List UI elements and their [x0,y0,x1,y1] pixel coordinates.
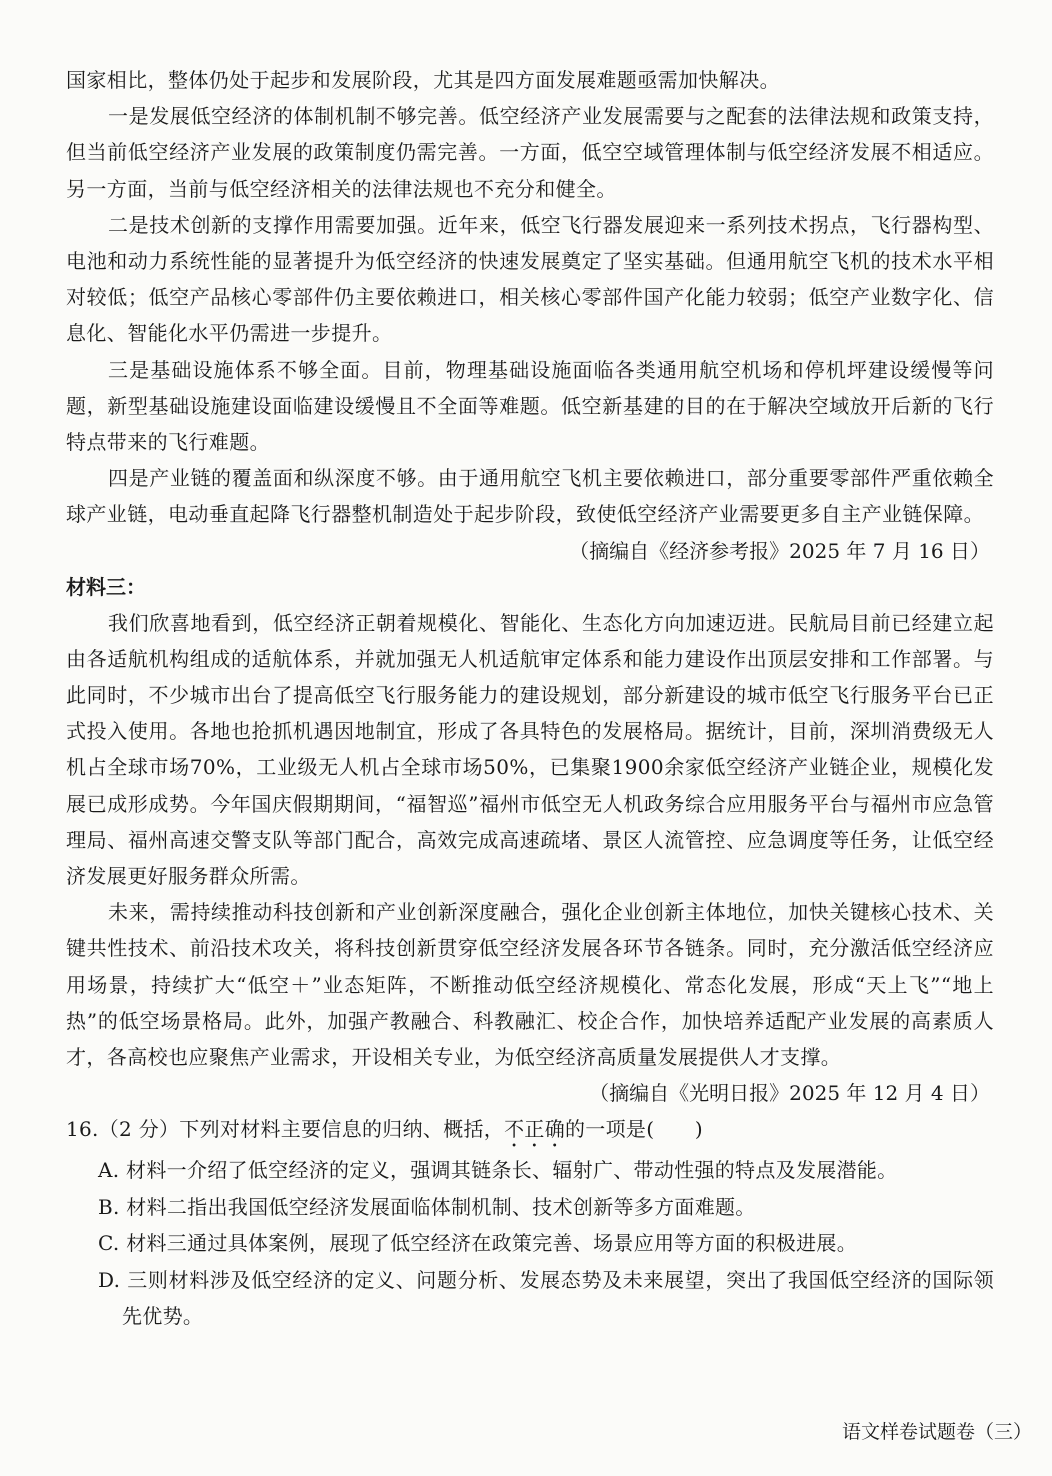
paragraph: 我们欣喜地看到，低空经济正朝着规模化、智能化、生态化方向加速迈进。民航局目前已经建立起由各适航机构组成的适航体系，并就加强无人机适航审定体系和能力建设作出顶层安排和工作部署。与此同时，不少城市出台了提高低空飞行服务能力的建设规划，部分新建设的城市低空飞行服务平台已正式投入使用。各地也抢抓机遇因地制宜，形成了各具特色的发展格局。据统计，目前，深圳消费级无人机占全球市场70%，工业级无人机占全球市场50%，已集聚1900余家低空经济产业链企业，规模化发展已成形成势。今年国庆假期期间，“福智巡”福州市低空无人机政务综合应用服务平台与福州市应急管理局、福州高速交警支队等部门配合，高效完成高速疏堵、景区人流管控、应急调度等任务，让低空经济发展更好服务群众所需。 [66,610,994,889]
paragraph: 四是产业链的覆盖面和纵深度不够。由于通用航空飞机主要依赖进口，部分重要零部件严重依赖全球产业链，电动垂直起降飞行器整机制造处于起步阶段，致使低空经济产业需要更多自主产业链保障。 [66,466,994,527]
paragraph: 未来，需持续推动科技创新和产业创新深度融合，强化企业创新主体地位，加快关键核心技术、关键共性技术、前沿技术攻关，将科技创新贯穿低空经济发展各环节各链条。同时，充分激活低空经济应用场景，持续扩大“低空＋”业态矩阵，不断推动低空经济规模化、常态化发展，形成“天上飞”“地上热”的低空场景格局。此外，加强产教融合、科教融汇、校企合作，加快培养适配产业发展的高素质人才，各高校也应聚焦产业需求，开设相关专业，为低空经济高质量发展提供人才支撑。 [66,900,994,1070]
option-b[interactable]: B. 材料二指出我国低空经济发展面临体制机制、技术创新等多方面难题。 [98,1194,756,1219]
paragraph: 一是发展低空经济的体制机制不够完善。低空经济产业发展需要与之配套的法律法规和政策支持，但当前低空经济产业发展的政策制度仍需完善。一方面，低空空域管理体制与低空经济发展不相适应。另一方面，当前与低空经济相关的法律法规也不充分和健全。 [66,104,994,201]
section-heading: 材料三： [66,574,146,599]
answer-options [98,1152,994,1335]
page-footer: 语文样卷试题卷（三） [841,1421,1032,1443]
paragraph: 三是基础设施体系不够全面。目前，物理基础设施面临各类通用航空机场和停机坪建设缓慢等问题，新型基础设施建设面临建设缓慢且不全面等难题。低空新基建的目的在于解决空域放开后新的飞行特点带来的飞行难题。 [66,357,994,455]
question-prefix: 16.（2 分）下列对材料主要信息的归纳、概括， [66,1117,505,1142]
question-emphasis: 不正确 [504,1117,565,1142]
source-citation: （摘编自《经济参考报》2025 年 7 月 16 日） [569,538,990,563]
option-c[interactable]: C. 材料三通过具体案例，展现了低空经济在政策完善、场景应用等方面的积极进展。 [98,1231,858,1256]
option-a[interactable]: A. 材料一介绍了低空经济的定义，强调其链条长、辐射广、带动性强的特点及发展潜能。 [98,1158,898,1183]
paragraph: 国家相比，整体仍处于起步和发展阶段，尤其是四方面发展难题亟需加快解决。 [66,68,780,92]
paragraph: 二是技术创新的支撑作用需要加强。近年来，低空飞行器发展迎来一系列技术拐点，飞行器构型、电池和动力系统性能的显著提升为低空经济的快速发展奠定了坚实基础。但通用航空飞机的技术水平相对较低；低空产品核心零部件仍主要依赖进口，相关核心零部件国产化能力较弱；低空产业数字化、信息化、智能化水平仍需进一步提升。 [66,212,994,346]
source-citation: （摘编自《光明日报》2025 年 12 月 4 日） [589,1081,990,1106]
exam-page [66,62,994,1335]
question-suffix: 的一项是( ) [565,1117,704,1142]
option-d[interactable]: D. 三则材料涉及低空经济的定义、问题分析、发展态势及未来展望，突出了我国低空经济的国际领先优势。 [98,1267,994,1329]
question-stem [66,1111,994,1152]
